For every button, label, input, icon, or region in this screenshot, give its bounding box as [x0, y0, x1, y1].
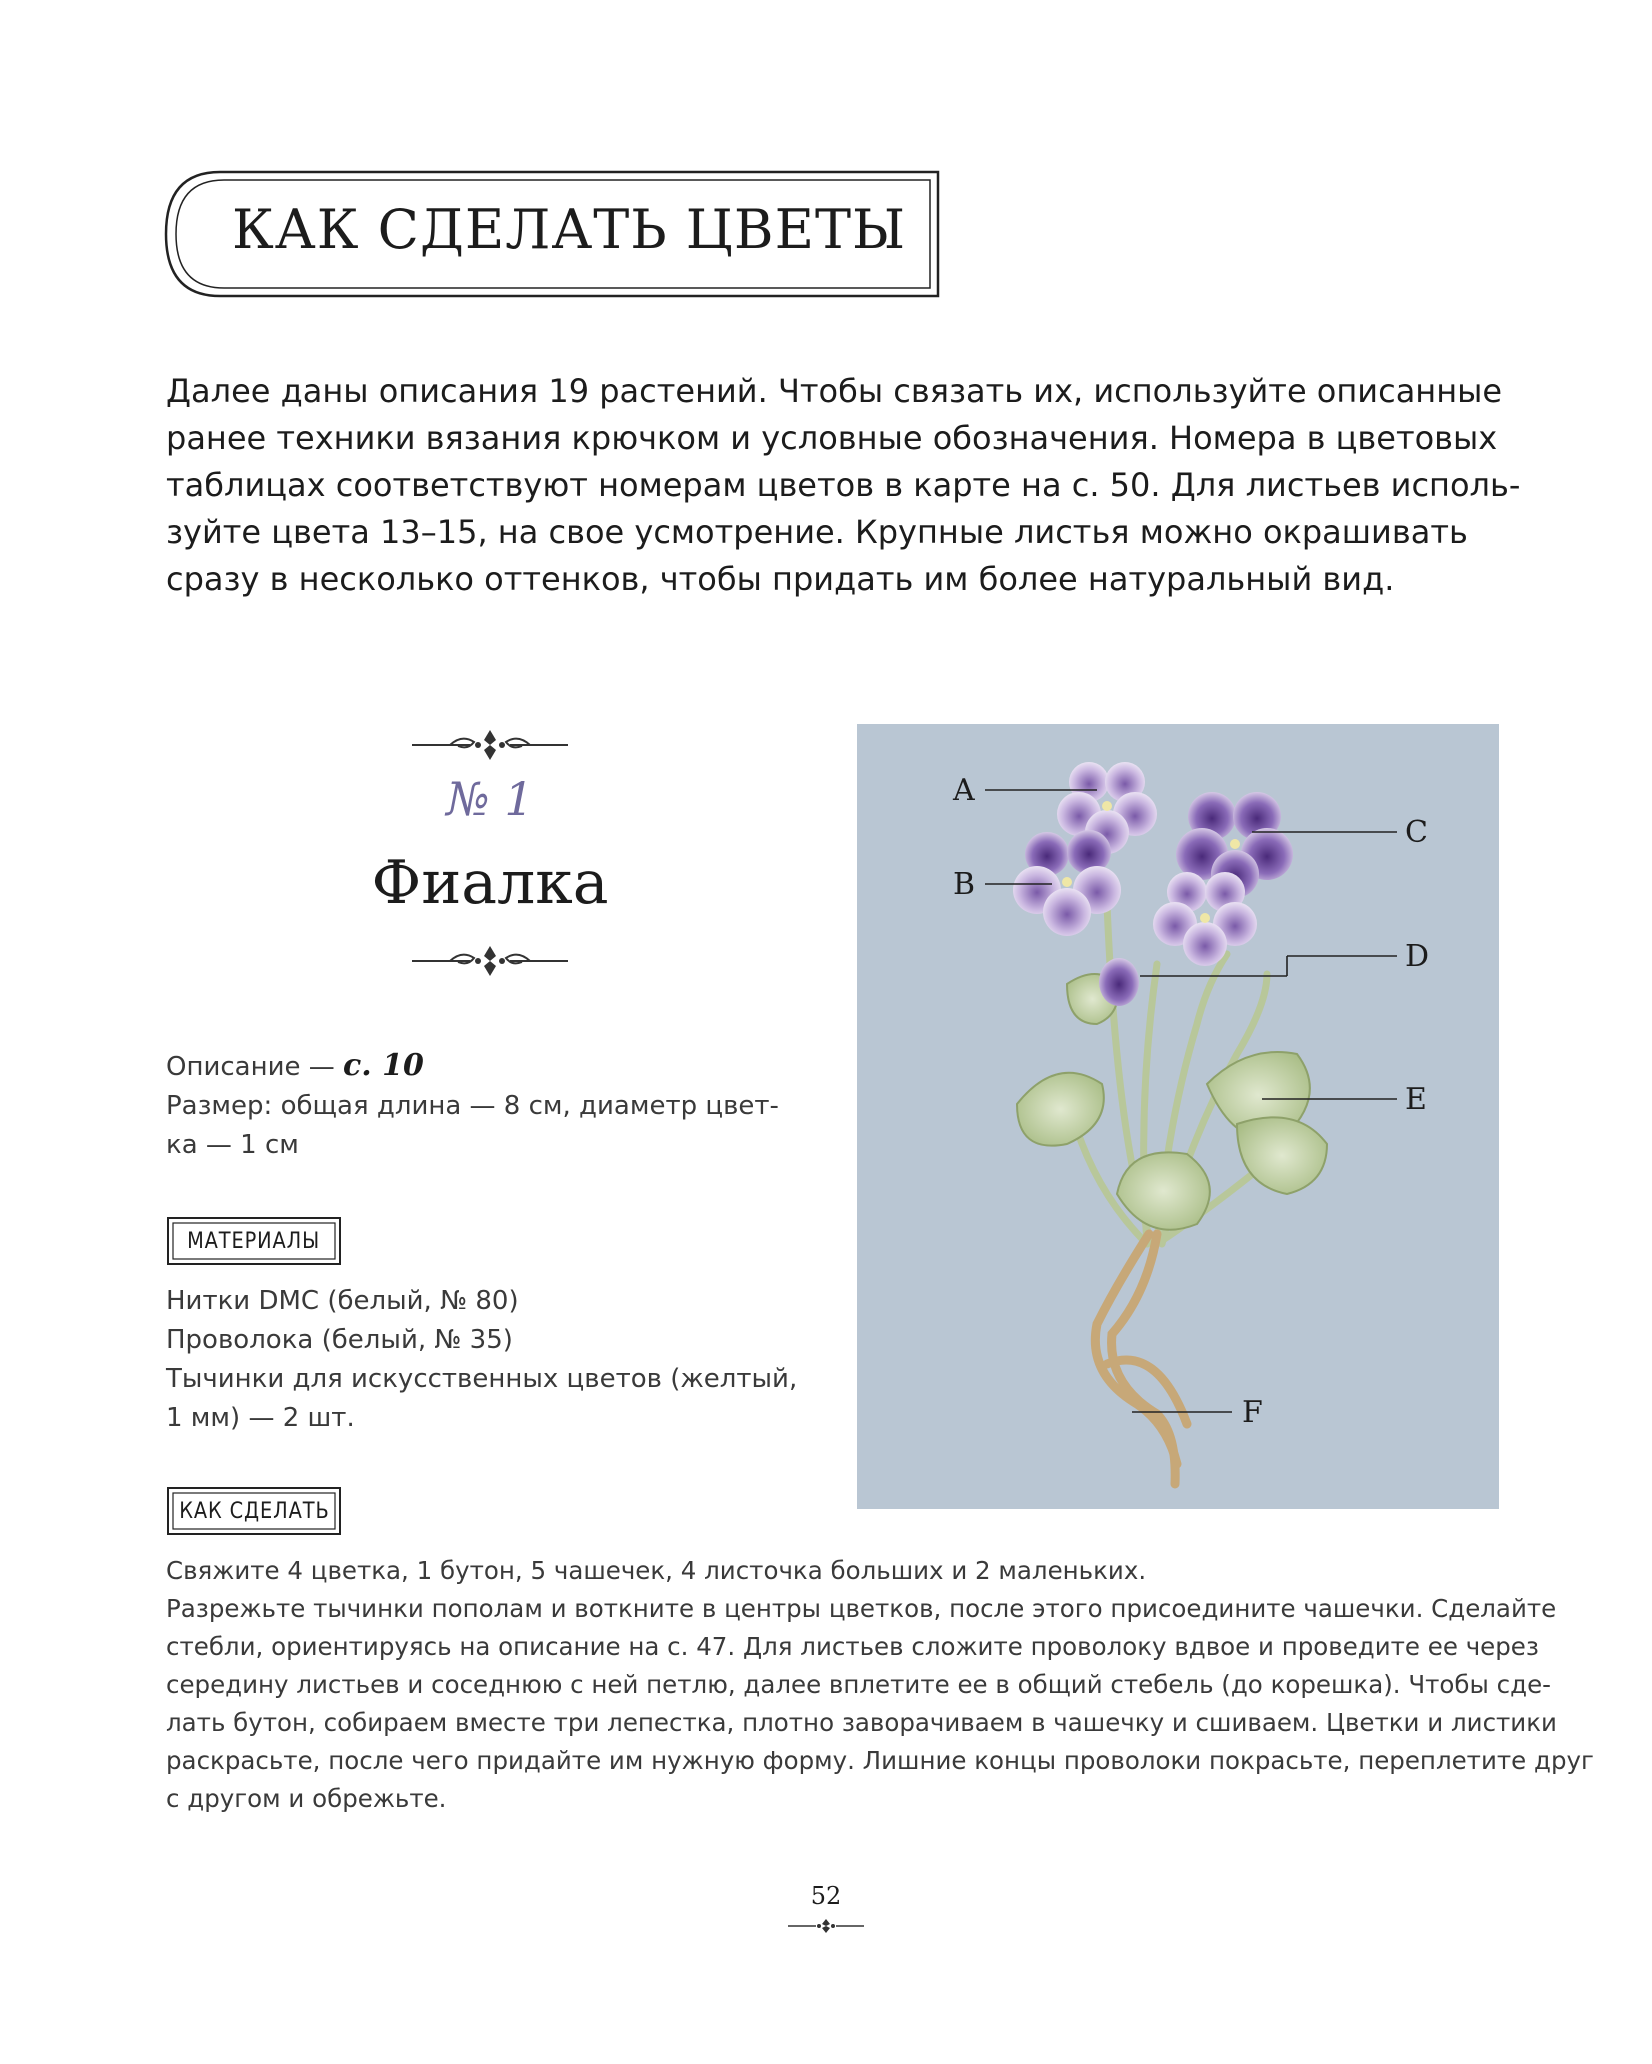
- intro-line: Далее даны описания 19 растений. Чтобы связать их, используйте описанные: [166, 372, 1503, 410]
- instruction-line: раскрасьте, после чего придайте им нужную форму. Лишние концы проволоки покрасьте, переплетите друг: [166, 1746, 1594, 1775]
- callout-label-e: E: [1405, 1082, 1427, 1117]
- material-item: Проволока (белый, № 35): [166, 1325, 513, 1355]
- materials-list: [166, 1282, 798, 1438]
- instruction-line: с другом и обрежьте.: [166, 1784, 447, 1813]
- callout-label-f: F: [1242, 1395, 1263, 1430]
- howto-instructions: [166, 1552, 1594, 1818]
- material-item: 1 мм) — 2 шт.: [166, 1403, 355, 1433]
- violet-photo: [857, 724, 1499, 1509]
- materials-label-text: МАТЕРИАЛЫ: [187, 1228, 321, 1254]
- intro-line: сразу в несколько оттенков, чтобы придать им более натуральный вид.: [166, 560, 1395, 598]
- howto-label-text: КАК СДЕЛАТЬ: [178, 1498, 330, 1524]
- callout-label-c: C: [1405, 815, 1428, 850]
- callout-label-b: B: [953, 867, 976, 902]
- instruction-line: середину листьев и соседнюю с ней петлю, далее вплетите ее в общий стебель (до корешка). Чтобы сде-: [166, 1670, 1551, 1699]
- intro-line: таблицах соответствуют номерам цветов в карте на с. 50. Для листьев исполь-: [166, 466, 1521, 504]
- description-prefix: Описание —: [166, 1052, 344, 1082]
- size-line: ка — 1 см: [166, 1130, 299, 1160]
- howto-label: [166, 1486, 342, 1536]
- ornament-bottom: [410, 944, 570, 978]
- footer-ornament: [786, 1918, 866, 1934]
- instruction-line: лать бутон, собираем вместе три лепестка, плотно заворачиваем в чашечку и сшиваем. Цветки и листики: [166, 1708, 1557, 1737]
- material-item: Нитки DMC (белый, № 80): [166, 1286, 519, 1316]
- instruction-line: Свяжите 4 цветка, 1 бутон, 5 чашечек, 4 листочка больших и 2 маленьких.: [166, 1556, 1147, 1585]
- material-item: Тычинки для искусственных цветов (желтый,: [166, 1364, 798, 1394]
- intro-paragraph: [166, 368, 1521, 603]
- page-number: 52: [810, 1882, 842, 1910]
- photo-background: [857, 724, 1499, 1509]
- materials-label: [166, 1216, 342, 1266]
- intro-line: ранее техники вязания крючком и условные обозначения. Номера в цветовых: [166, 419, 1498, 457]
- ornament-top: [410, 728, 570, 762]
- instruction-line: Разрежьте тычинки пополам и воткните в центры цветков, после этого присоедините чашечки. Сделайте: [166, 1594, 1557, 1623]
- flower-description: [166, 1046, 779, 1165]
- flower-number: № 1: [446, 772, 534, 826]
- bud: [1099, 958, 1139, 1006]
- intro-line: зуйте цвета 13–15, на свое усмотрение. Крупные листья можно окрашивать: [166, 513, 1468, 551]
- flower-name: Фиалка: [371, 848, 609, 918]
- callout-label-d: D: [1405, 939, 1430, 974]
- description-reference: [166, 1046, 726, 1087]
- size-line: Размер: общая длина — 8 см, диаметр цвет-: [166, 1091, 779, 1121]
- callout-label-a: A: [953, 773, 975, 808]
- description-page-link: с. 10: [343, 1048, 424, 1083]
- instruction-line: стебли, ориентируясь на описание на с. 47. Для листьев сложите проволоку вдвое и проведите ее через: [166, 1632, 1539, 1661]
- page-title: КАК СДЕЛАТЬ ЦВЕТЫ: [232, 198, 907, 261]
